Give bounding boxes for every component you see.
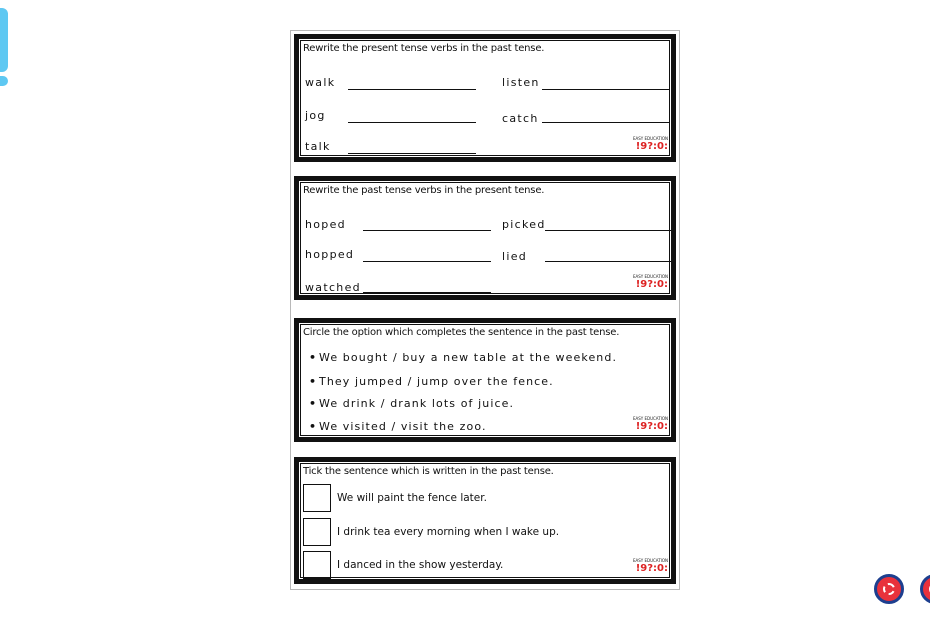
tick-option-text: We will paint the fence later.: [337, 492, 487, 504]
answer-line-talk[interactable]: [348, 153, 476, 154]
bullet-icon: •: [309, 351, 318, 364]
worksheet: [290, 30, 680, 590]
section-present-to-past: [294, 34, 676, 162]
section-circle-option: [294, 318, 676, 442]
section4-instruction: Tick the sentence which is written in the past tense.: [303, 466, 554, 477]
easy-education-logo: EASY EDUCATION !9?:0:: [632, 274, 668, 290]
word-picked: picked: [502, 218, 546, 231]
word-catch: catch: [502, 112, 539, 125]
section2-instruction: Rewrite the past tense verbs in the present tense.: [303, 185, 545, 196]
answer-line-listen[interactable]: [542, 89, 670, 90]
sentence-item[interactable]: • We bought / buy a new table at the weekend.: [309, 351, 618, 364]
exclamation-dot-decoration: [0, 76, 8, 86]
answer-line-hopped[interactable]: [363, 261, 491, 262]
answer-line-walk[interactable]: [348, 89, 476, 90]
bullet-icon: •: [309, 420, 318, 433]
section1-instruction: Rewrite the present tense verbs in the past tense.: [303, 43, 545, 54]
tick-box[interactable]: [303, 551, 331, 579]
section3-instruction: Circle the option which completes the sentence in the past tense.: [303, 327, 620, 338]
tick-option-text: I danced in the show yesterday.: [337, 559, 504, 571]
exclamation-decoration: [0, 8, 8, 72]
brand-badge-icon[interactable]: [920, 574, 930, 604]
brand-badge-icon[interactable]: [874, 574, 904, 604]
word-talk: talk: [305, 140, 331, 153]
word-lied: lied: [502, 250, 528, 263]
easy-education-logo: EASY EDUCATION !9?:0:: [632, 416, 668, 432]
word-walk: walk: [305, 76, 336, 89]
answer-line-catch[interactable]: [542, 122, 670, 123]
answer-line-jog[interactable]: [348, 122, 476, 123]
tick-box[interactable]: [303, 484, 331, 512]
word-hopped: hopped: [305, 248, 355, 261]
word-watched: watched: [305, 281, 361, 294]
sentence-item[interactable]: • We visited / visit the zoo.: [309, 420, 487, 433]
easy-education-logo: EASY EDUCATION !9?:0:: [632, 136, 668, 152]
answer-line-picked[interactable]: [545, 230, 673, 231]
word-hoped: hoped: [305, 218, 346, 231]
section-past-to-present: [294, 176, 676, 300]
answer-line-lied[interactable]: [545, 261, 673, 262]
bullet-icon: •: [309, 397, 318, 410]
easy-education-logo: EASY EDUCATION !9?:0:: [632, 558, 668, 574]
sentence-item[interactable]: • We drink / drank lots of juice.: [309, 397, 515, 410]
answer-line-hoped[interactable]: [363, 230, 491, 231]
tick-option-text: I drink tea every morning when I wake up.: [337, 526, 560, 538]
section-tick-sentence: [294, 457, 676, 584]
sentence-item[interactable]: • They jumped / jump over the fence.: [309, 375, 554, 388]
word-listen: listen: [502, 76, 540, 89]
word-jog: jog: [305, 109, 326, 122]
answer-line-watched[interactable]: [363, 292, 491, 293]
bullet-icon: •: [309, 375, 318, 388]
tick-box[interactable]: [303, 518, 331, 546]
